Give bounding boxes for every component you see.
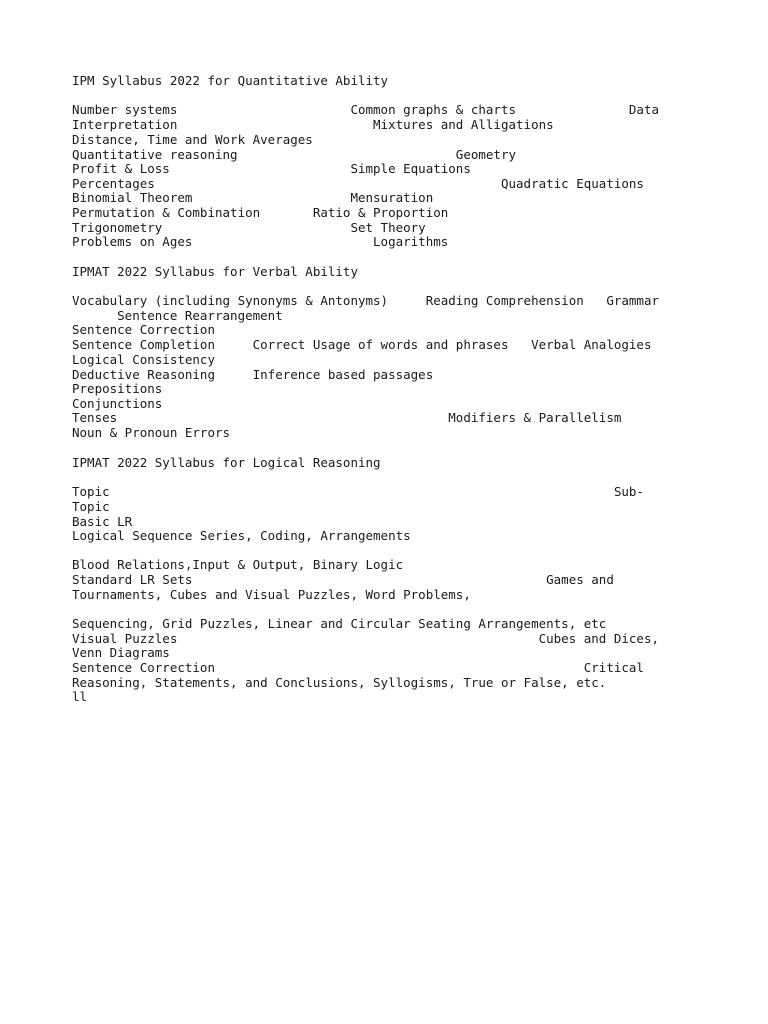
text-line: Tournaments, Cubes and Visual Puzzles, Word Problems, bbox=[72, 587, 471, 602]
text-line: Sentence Correction Critical bbox=[72, 660, 644, 675]
text-line: Venn Diagrams bbox=[72, 645, 170, 660]
text-line: Problems on Ages Logarithms bbox=[72, 234, 449, 249]
text-line: Reasoning, Statements, and Conclusions, Syllogisms, True or False, etc. bbox=[72, 675, 607, 690]
text-line: Number systems Common graphs & charts Data bbox=[72, 102, 659, 117]
text-line: Interpretation Mixtures and Alligations bbox=[72, 117, 554, 132]
text-line: Prepositions bbox=[72, 381, 163, 396]
text-line: Noun & Pronoun Errors bbox=[72, 425, 231, 440]
text-line: Vocabulary (including Synonyms & Antonyms) Reading Comprehension Grammar bbox=[72, 293, 659, 308]
text-line: Profit & Loss Simple Equations bbox=[72, 161, 471, 176]
text-line: Conjunctions bbox=[72, 396, 163, 411]
text-line: Percentages Quadratic Equations bbox=[72, 176, 644, 191]
text-line: Binomial Theorem Mensuration bbox=[72, 190, 434, 205]
text-line: Topic bbox=[72, 499, 110, 514]
text-line: Sentence Rearrangement bbox=[72, 308, 283, 323]
text-line: Distance, Time and Work Averages bbox=[72, 132, 313, 147]
text-line: Sequencing, Grid Puzzles, Linear and Circular Seating Arrangements, etc bbox=[72, 616, 607, 631]
text-line: Trigonometry Set Theory bbox=[72, 220, 426, 235]
text-line: Blood Relations,Input & Output, Binary Logic bbox=[72, 557, 404, 572]
text-line: Permutation & Combination Ratio & Proportion bbox=[72, 205, 449, 220]
section-heading-verbal: IPMAT 2022 Syllabus for Verbal Ability bbox=[72, 264, 358, 279]
section-heading-quant: IPM Syllabus 2022 for Quantitative Ability bbox=[72, 73, 389, 88]
text-line: Visual Puzzles Cubes and Dices, bbox=[72, 631, 659, 646]
text-line: Sentence Completion Correct Usage of words and phrases Verbal Analogies bbox=[72, 337, 652, 352]
text-line: Deductive Reasoning Inference based passages bbox=[72, 367, 434, 382]
text-line: Standard LR Sets Games and bbox=[72, 572, 614, 587]
text-line: Sentence Correction bbox=[72, 322, 215, 337]
text-line: Quantitative reasoning Geometry bbox=[72, 147, 517, 162]
text-line: Topic Sub- bbox=[72, 484, 644, 499]
text-line: ll bbox=[72, 689, 88, 704]
text-line: Logical Sequence Series, Coding, Arrangements bbox=[72, 528, 411, 543]
section-heading-logical: IPMAT 2022 Syllabus for Logical Reasoning bbox=[72, 455, 381, 470]
text-line: Logical Consistency bbox=[72, 352, 215, 367]
text-line: Basic LR bbox=[72, 514, 133, 529]
text-line: Tenses Modifiers & Parallelism bbox=[72, 410, 622, 425]
